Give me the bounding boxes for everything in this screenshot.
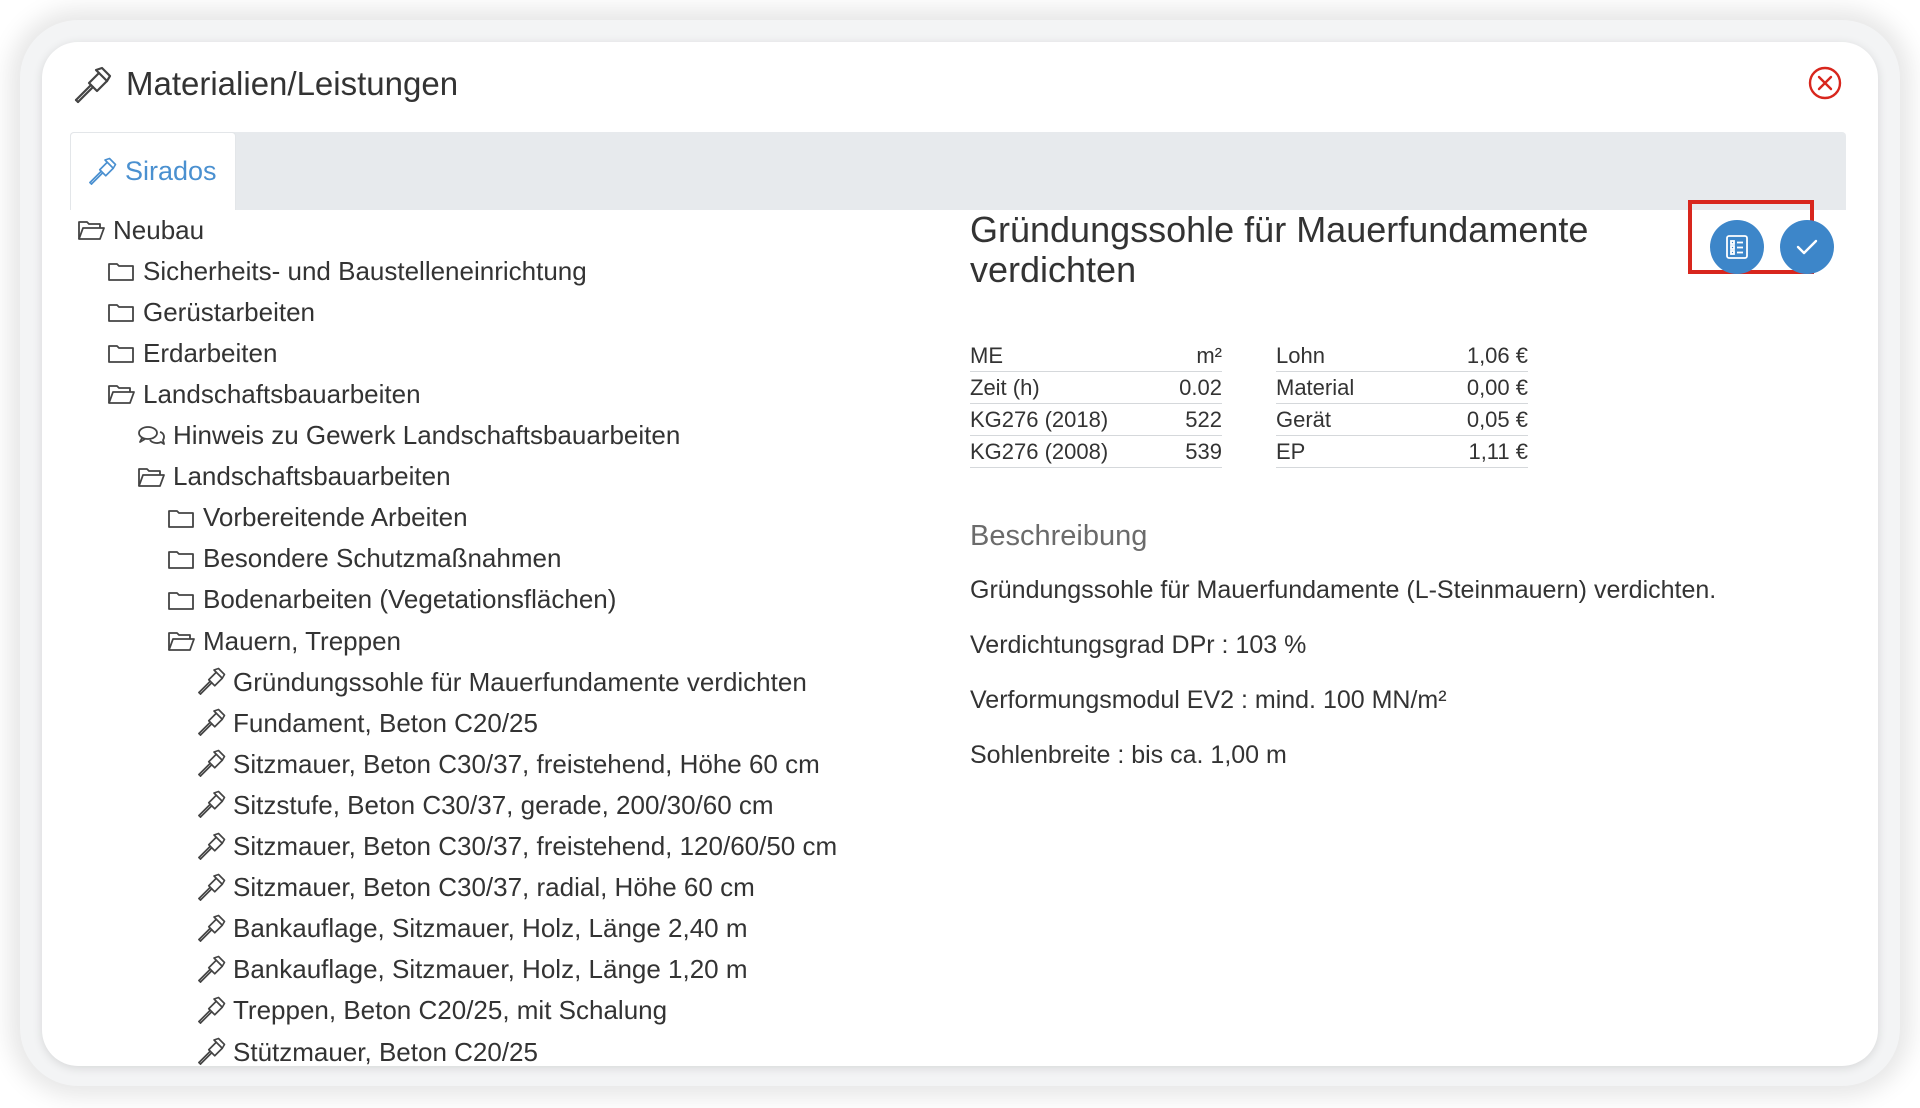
properties-table-left	[970, 340, 1222, 468]
tab-sirados[interactable]	[70, 132, 236, 210]
tree-item-label: Sitzmauer, Beton C30/37, freistehend, 120/60/50 cm	[233, 831, 838, 861]
description-heading: Beschreibung	[970, 520, 1148, 552]
description-line: Verdichtungsgrad DPr : 103 %	[970, 631, 1307, 659]
folder-open-icon	[136, 462, 166, 492]
prop-key: Zeit (h)	[970, 372, 1162, 404]
details-list-button[interactable]	[1710, 220, 1764, 274]
materials-dialog	[42, 42, 1878, 1066]
tree-item-label: Bodenarbeiten (Vegetationsflächen)	[203, 584, 617, 615]
hammer-icon	[196, 708, 226, 738]
hammer-icon	[87, 157, 117, 187]
prop-key: ME	[970, 340, 1162, 372]
tree-item[interactable]	[166, 623, 401, 659]
hammer-icon	[196, 667, 226, 697]
prop-key: EP	[1276, 436, 1417, 468]
description-line: Verformungsmodul EV2 : mind. 100 MN/m²	[970, 686, 1447, 714]
tree-item[interactable]	[196, 1034, 538, 1066]
table-row	[1276, 340, 1528, 372]
folder-open-icon	[76, 215, 106, 245]
list-icon	[1724, 234, 1750, 260]
hammer-icon	[72, 66, 112, 106]
tree-item-label: Gerüstarbeiten	[143, 296, 315, 327]
comments-icon	[136, 421, 166, 451]
tree-item-label: Vorbereitende Arbeiten	[203, 502, 468, 533]
prop-key: KG276 (2008)	[970, 436, 1162, 468]
table-row	[1276, 436, 1528, 468]
folder-icon	[106, 256, 136, 286]
tree-item-label: Landschaftsbauarbeiten	[143, 378, 421, 409]
tab-label: Sirados	[125, 156, 217, 186]
prop-key: Lohn	[1276, 340, 1417, 372]
category-tree	[64, 210, 964, 1066]
folder-icon	[106, 338, 136, 368]
description-line: Gründungssohle für Mauerfundamente (L-Steinmauern) verdichten.	[970, 576, 1717, 604]
dialog-header	[42, 42, 1878, 132]
tree-item-label: Bankauflage, Sitzmauer, Holz, Länge 2,40 m	[233, 913, 748, 944]
tree-item-label: Sitzmauer, Beton C30/37, freistehend, Höhe 60 cm	[233, 748, 820, 779]
tree-item[interactable]	[196, 705, 538, 741]
prop-value: 0.02	[1162, 372, 1222, 404]
hammer-icon	[196, 1037, 226, 1066]
tree-item[interactable]	[76, 212, 204, 248]
table-row	[970, 372, 1222, 404]
tree-item-label: Gründungssohle für Mauerfundamente verdichten	[233, 666, 807, 697]
tree-item[interactable]	[196, 664, 807, 700]
tree-item-label: Sitzstufe, Beton C30/37, gerade, 200/30/60 cm	[233, 789, 774, 820]
hammer-icon	[196, 790, 226, 820]
tree-item-label: Sicherheits- und Baustelleneinrichtung	[143, 255, 587, 286]
tree-item[interactable]	[196, 952, 748, 988]
tree-item[interactable]	[106, 376, 421, 412]
tree-item[interactable]	[166, 582, 616, 618]
prop-value: 522	[1162, 404, 1222, 436]
tree-item-label: Sitzmauer, Beton C30/37, radial, Höhe 60 cm	[233, 872, 755, 903]
tree-item[interactable]	[106, 335, 277, 371]
folder-open-icon	[166, 626, 196, 656]
detail-panel	[970, 210, 1850, 1066]
tree-item[interactable]	[196, 787, 774, 823]
description-line: Sohlenbreite : bis ca. 1,00 m	[970, 741, 1287, 769]
prop-key: KG276 (2018)	[970, 404, 1162, 436]
prop-value: 1,06 €	[1417, 340, 1528, 372]
confirm-button[interactable]	[1780, 220, 1834, 274]
tree-item[interactable]	[196, 746, 820, 782]
prop-key: Gerät	[1276, 404, 1417, 436]
table-row	[970, 436, 1222, 468]
tree-item[interactable]	[166, 541, 561, 577]
properties-table-right	[1276, 340, 1528, 468]
tree-item-label: Fundament, Beton C20/25	[233, 707, 538, 738]
prop-value: 0,00 €	[1417, 372, 1528, 404]
folder-icon	[166, 544, 196, 574]
tree-item-label: Stützmauer, Beton C20/25	[233, 1036, 538, 1066]
tree-item-label: Besondere Schutzmaßnahmen	[203, 543, 562, 574]
tree-item[interactable]	[196, 829, 837, 865]
table-row	[1276, 372, 1528, 404]
tree-item-label: Erdarbeiten	[143, 337, 278, 368]
tree-item-label: Treppen, Beton C20/25, mit Schalung	[233, 995, 668, 1026]
dialog-title: Materialien/Leistungen	[126, 65, 459, 102]
prop-value: 0,05 €	[1417, 404, 1528, 436]
close-circle-icon[interactable]	[1808, 66, 1842, 100]
tree-item[interactable]	[106, 294, 315, 330]
tree-item-label: Landschaftsbauarbeiten	[173, 461, 451, 492]
tree-item[interactable]	[136, 418, 680, 454]
table-row	[970, 340, 1222, 372]
hammer-icon	[196, 955, 226, 985]
hammer-icon	[196, 914, 226, 944]
tree-item[interactable]	[166, 500, 468, 536]
hammer-icon	[196, 832, 226, 862]
tree-item-label: Mauern, Treppen	[203, 625, 402, 656]
folder-icon	[166, 503, 196, 533]
hammer-icon	[196, 749, 226, 779]
table-row	[1276, 404, 1528, 436]
tree-item[interactable]	[106, 253, 587, 289]
item-title: Gründungssohle für Mauerfundamente verdichten	[970, 209, 1589, 290]
prop-value: 539	[1162, 436, 1222, 468]
tree-item[interactable]	[136, 459, 451, 495]
tree-item[interactable]	[196, 870, 755, 906]
folder-open-icon	[106, 379, 136, 409]
tree-item[interactable]	[196, 911, 748, 947]
tab-bar	[70, 132, 1846, 210]
hammer-icon	[196, 996, 226, 1026]
tree-item[interactable]	[196, 993, 667, 1029]
tree-item-label: Bankauflage, Sitzmauer, Holz, Länge 1,20 m	[233, 954, 748, 985]
hammer-icon	[196, 873, 226, 903]
tree-item-label: Neubau	[113, 214, 205, 245]
folder-icon	[166, 585, 196, 615]
check-icon	[1794, 234, 1820, 260]
table-row	[970, 404, 1222, 436]
prop-value: 1,11 €	[1417, 436, 1528, 468]
prop-value: m²	[1162, 340, 1222, 372]
prop-key: Material	[1276, 372, 1417, 404]
tree-item-label: Hinweis zu Gewerk Landschaftsbauarbeiten	[173, 420, 681, 450]
folder-icon	[106, 297, 136, 327]
